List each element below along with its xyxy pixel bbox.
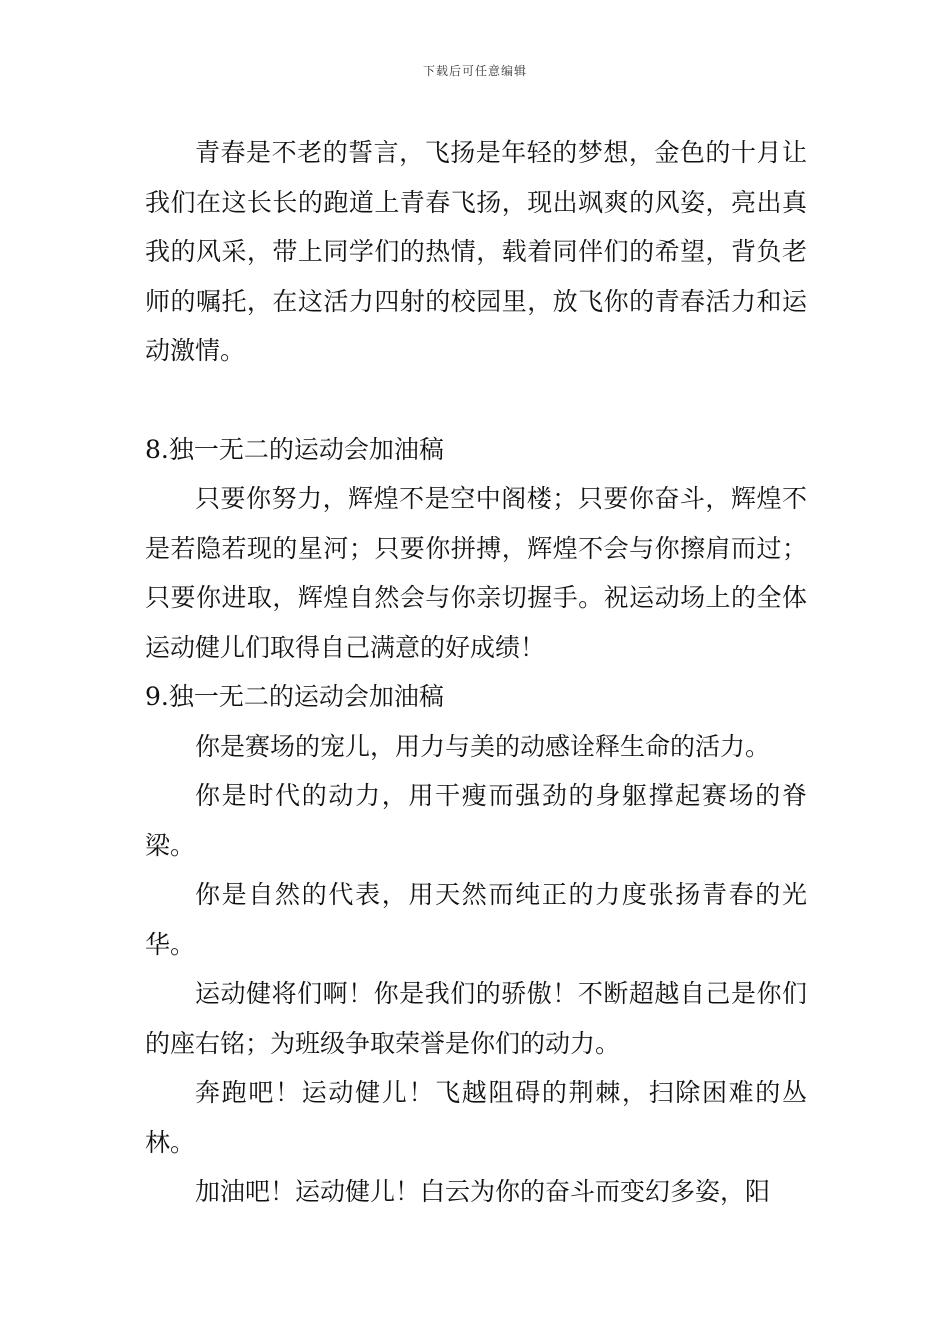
section-heading-9: 9.独一无二的运动会加油稿	[145, 682, 444, 711]
document-body	[145, 128, 807, 1217]
paragraph-gap	[145, 376, 807, 425]
paragraph-section-9-d: 运动健将们啊！你是我们的骄傲！不断超越自己是你们的座右铭；为班级争取荣誉是你们的动力。	[145, 979, 807, 1058]
section-heading-8: 8.独一无二的运动会加油稿	[145, 434, 444, 464]
paragraph-intro: 青春是不老的誓言，飞扬是年轻的梦想，金色的十月让我们在这长长的跑道上青春飞扬，现出飒爽的风姿，亮出真我的风采，带上同学们的热情，载着同伴们的希望，背负老师的嘱托，在这活力四射的校园里，放飞你的青春活力和运动激情。	[145, 138, 807, 365]
paragraph-section-9-a: 你是赛场的宠儿，用力与美的动感诠释生命的活力。	[195, 731, 771, 761]
paragraph-section-9-f: 加油吧！运动健儿！白云为你的奋斗而变幻多姿，阳	[195, 1177, 771, 1206]
paragraph-section-8: 只要你努力，辉煌不是空中阁楼；只要你奋斗，辉煌不是若隐若现的星河；只要你拼搏，辉煌不会与你擦肩而过；只要你进取，辉煌自然会与你亲切握手。祝运动场上的全体运动健儿们取得自己满意的好成绩！	[145, 484, 807, 662]
paragraph-section-9-b: 你是时代的动力，用干瘦而强劲的身躯撑起赛场的脊梁。	[145, 781, 807, 860]
paragraph-section-9-c: 你是自然的代表，用天然而纯正的力度张扬青春的光华。	[145, 880, 807, 959]
page-header: 下载后可任意编辑	[422, 64, 527, 78]
paragraph-section-9-e: 奔跑吧！运动健儿！飞越阻碍的荆棘，扫除困难的丛林。	[145, 1078, 807, 1157]
